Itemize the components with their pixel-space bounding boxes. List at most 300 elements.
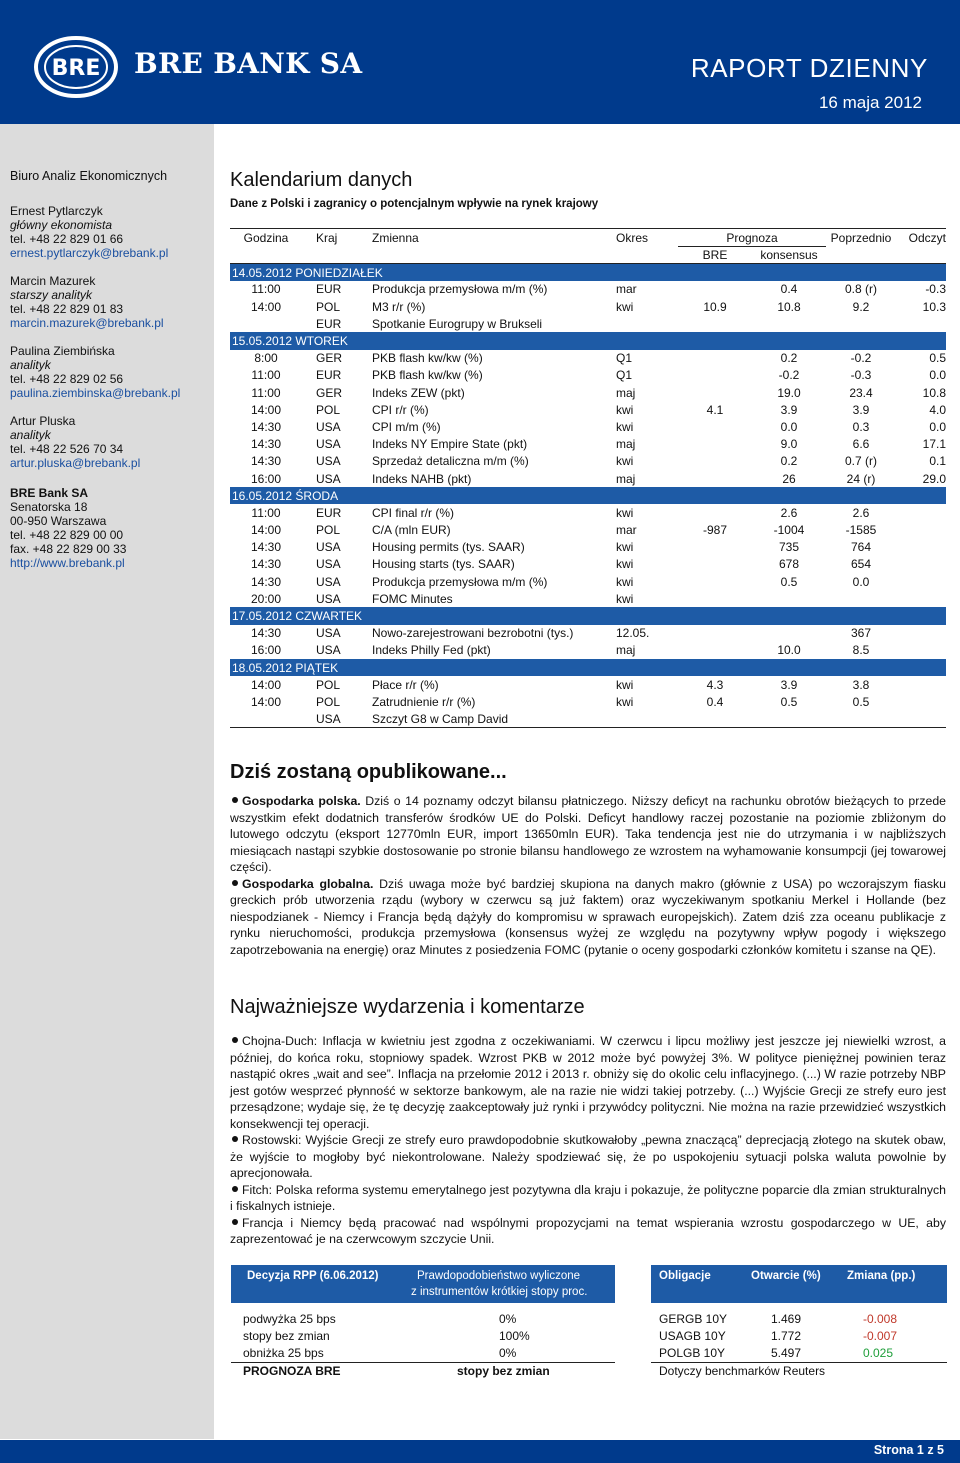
- cell-time: 14:30: [250, 557, 282, 572]
- cell-bre: -987: [702, 523, 728, 538]
- brand-name: BRE BANK SA: [134, 47, 363, 80]
- cell-bre: [678, 470, 752, 487]
- bonds-note: Dotyczy benchmarków Reuters: [659, 1364, 826, 1378]
- col-period: Okres: [616, 229, 678, 247]
- table-row: [230, 315, 946, 332]
- cell-country: USA: [316, 643, 341, 658]
- page-number: Strona 1 z 5: [873, 1443, 944, 1457]
- cell-consensus: 10.0: [777, 643, 801, 658]
- bond-row: [651, 1328, 947, 1345]
- rpp-prob-heading: Prawdopodobieństwo wyliczone: [417, 1270, 581, 1282]
- cell-time: 11:00: [251, 368, 281, 383]
- cell-actual: 10.3: [922, 299, 946, 314]
- table-row: [230, 573, 946, 590]
- report-date: 16 maja 2012: [818, 93, 922, 112]
- day-row: [230, 332, 946, 349]
- cell-bre: [678, 539, 752, 556]
- cell-time: [230, 711, 302, 728]
- day-label: 14.05.2012 PONIEDZIAŁEK: [230, 264, 946, 281]
- cell-actual: -0.3: [925, 282, 946, 297]
- analyst-email-link[interactable]: ernest.pytlarczyk@brebank.pl: [10, 246, 169, 260]
- bre-logo-icon: [34, 36, 118, 98]
- cell-variable: CPI final r/r (%): [372, 505, 455, 520]
- rpp-forecast-value: stopy bez zmian: [457, 1364, 550, 1378]
- cell-variable: C/A (mln EUR): [372, 523, 451, 538]
- cell-time: 11:00: [251, 505, 281, 520]
- cell-variable: Sprzedaż detaliczna m/m (%): [372, 454, 529, 469]
- analyst-email-link[interactable]: paulina.ziembinska@brebank.pl: [10, 386, 181, 400]
- cell-consensus: 735: [778, 540, 800, 555]
- cell-variable: CPI m/m (%): [372, 419, 441, 434]
- cell-consensus: -1004: [773, 523, 805, 538]
- list-item: [230, 1182, 946, 1215]
- cell-period: kwi: [616, 505, 634, 520]
- cell-actual: [896, 711, 946, 728]
- rpp-table: [231, 1265, 615, 1379]
- cell-country: POL: [316, 523, 341, 538]
- table-row: [230, 539, 946, 556]
- cell-previous: [826, 711, 896, 728]
- col-time: Godzina: [230, 229, 302, 247]
- table-row: [230, 504, 946, 521]
- cell-period: kwi: [616, 454, 634, 469]
- cell-actual: 17.1: [922, 437, 946, 452]
- cell-actual: 0.0: [929, 419, 946, 434]
- cell-time: 8:00: [254, 351, 278, 366]
- cell-time: 14:30: [250, 437, 282, 452]
- cell-previous: 0.3: [852, 419, 870, 434]
- today-item-text: Dziś uwaga może być bardziej skupiona na danych makro (głównie z USA) po wczorajszym fiasku greckich prób utworzenia rządu (wybory w czerwcu są już faktem) oraz wyczekiwanym spotkaniu Merkel i Hollande (bez niespodzianek - Niemcy i Francja będą dążyły do kompromisu w sprawach europejskich). Zatem dziś zza oceanu publikacje z rynku nieruchomości, produkcja przemysłowa (konsensus wyżej ze względu na pozytywny wpływ pogody i większego zapotrzebowania na energię) oraz Minutes z posiedzenia FOMC (pytanie o oceny gospodarki członków komitetu i szanse na QE).: [230, 876, 946, 957]
- cell-consensus: 3.9: [780, 677, 798, 692]
- cell-consensus: 0.2: [780, 351, 798, 366]
- col-forecast: Prognoza: [678, 229, 826, 247]
- cell-bre: [678, 590, 752, 607]
- cell-variable: Housing permits (tys. SAAR): [372, 540, 525, 555]
- cell-variable: Produkcja przemysłowa m/m (%): [372, 574, 548, 589]
- analyst-role: główny ekonomista: [10, 218, 113, 232]
- bonds-header: [651, 1265, 947, 1303]
- cell-variable: PKB flash kw/kw (%): [372, 351, 483, 366]
- analyst-tel: tel. +48 22 829 01 66: [10, 232, 124, 246]
- analyst-card: [10, 344, 214, 400]
- bank-address: [10, 486, 214, 570]
- cell-period: mar: [616, 282, 637, 297]
- day-row: [230, 264, 946, 281]
- cell-period: kwi: [616, 402, 634, 417]
- cell-period: maj: [616, 385, 636, 400]
- cell-actual: [896, 693, 946, 710]
- cell-period: maj: [616, 643, 636, 658]
- cell-actual: 0.1: [929, 454, 946, 469]
- cell-period: mar: [616, 523, 637, 538]
- cell-previous: [826, 315, 896, 332]
- day-row: [230, 607, 946, 624]
- cell-previous: 0.0: [852, 574, 870, 589]
- report-title: RAPORT DZIENNY: [690, 53, 928, 83]
- rpp-probability: 100%: [499, 1329, 530, 1343]
- cell-bre: [678, 556, 752, 573]
- cell-variable: Indeks ZEW (pkt): [372, 385, 465, 400]
- cell-previous: [826, 590, 896, 607]
- table-row: [230, 693, 946, 710]
- table-row: [230, 367, 946, 384]
- list-item: [230, 1033, 946, 1132]
- cell-actual: [896, 539, 946, 556]
- cell-time: 14:30: [250, 454, 282, 469]
- analyst-name: Artur Pluska: [10, 414, 76, 428]
- day-label: 17.05.2012 CZWARTEK: [230, 607, 946, 624]
- cell-bre: [678, 281, 752, 298]
- cell-period: 12.05.: [616, 626, 650, 641]
- cell-country: GER: [316, 351, 343, 366]
- cell-time: [230, 315, 302, 332]
- bullet-icon: [232, 1037, 238, 1043]
- cell-country: USA: [316, 540, 341, 555]
- analyst-card: [10, 414, 214, 470]
- cell-previous: 3.8: [852, 677, 870, 692]
- cell-time: 14:30: [250, 419, 282, 434]
- cell-country: USA: [316, 591, 341, 606]
- bond-change: -0.007: [863, 1329, 898, 1343]
- cell-bre: 4.1: [706, 402, 724, 417]
- cell-country: POL: [316, 402, 341, 417]
- cell-variable: M3 r/r (%): [372, 299, 426, 314]
- today-item-lead: Gospodarka polska.: [242, 794, 361, 809]
- cell-time: 20:00: [250, 591, 282, 606]
- rpp-scenario: podwyżka 25 bps: [243, 1312, 336, 1326]
- cell-bre: 10.9: [703, 299, 727, 314]
- rpp-prob-heading-2: z instrumentów krótkiej stopy proc.: [411, 1286, 588, 1298]
- cell-previous: 367: [850, 626, 872, 641]
- table-row: [230, 676, 946, 693]
- events-list: [230, 1033, 946, 1248]
- col-variable: Zmienna: [368, 229, 616, 247]
- cell-previous: -0.2: [850, 351, 872, 366]
- rpp-probability: 0%: [499, 1312, 517, 1326]
- cell-consensus: 678: [778, 557, 800, 572]
- cell-consensus: 0.0: [780, 419, 798, 434]
- cell-previous: 654: [850, 557, 872, 572]
- cell-bre: [678, 350, 752, 367]
- bottom-tables: [231, 1265, 947, 1385]
- calendar-title: Kalendarium danych: [230, 169, 413, 191]
- cell-period: kwi: [616, 419, 634, 434]
- cell-time: 14:00: [250, 694, 282, 709]
- cell-bre: [678, 367, 752, 384]
- cell-actual: 0.5: [929, 351, 946, 366]
- event-text: Chojna-Duch: Inflacja w kwietniu jest zgodna z oczekiwaniami. W czerwcu i lipcu możliwy jest jeszcze jej niewielki wzrost, a później, do końca roku, stopniowy spadek. Wzrost PKB w 2012 może być powyżej 3%. W polityce pieniężnej powinien teraz nastąpić okres „wait and see”. Inflacja na przełomie 2012 i 2013 r. obniży się do okolic celu inflacyjnego. (...) W razie potrzeby NBP jest gotów wesprzeć płynność w sektorze bankowym, ale na razie nie widzi takiej potrzeby. (...) Wyjście Grecji ze strefy euro jest przesądzone; wydaje się, że tę decyzję zaakceptowały już rynki i przywódcy polityczni. Nie można na razie przewidzieć wszystkich konsekwencji tej operacji.: [230, 1034, 946, 1131]
- cell-actual: [896, 642, 946, 659]
- cell-variable: Płace r/r (%): [372, 677, 439, 692]
- table-row: [230, 470, 946, 487]
- cell-time: 14:30: [250, 540, 282, 555]
- cell-period: kwi: [616, 299, 634, 314]
- analyst-tel: tel. +48 22 526 70 34: [10, 442, 124, 456]
- cell-bre: [678, 384, 752, 401]
- bonds-col-open: Otwarcie (%): [751, 1270, 821, 1282]
- cell-previous: 23.4: [849, 385, 873, 400]
- analyst-list: [10, 204, 214, 470]
- cell-actual: 4.0: [929, 402, 946, 417]
- cell-period: kwi: [616, 540, 634, 555]
- rpp-row: [231, 1328, 615, 1345]
- bullet-icon: [232, 880, 238, 886]
- today-item-text: Dziś o 14 poznamy odczyt bilansu płatniczego. Niższy deficyt na rachunku obrotów bieżących to przede wszystkim efekt dodatnich transferów środków UE do Polski. Deficyt handlowy raczej pozostanie na poziomie zbliżonym do lutowego odczytu (eksport 12770mln EUR, import 13650mln EUR). Taka tendencja jest nie do utrzymania i w najbliższych miesiącach nastąpi szybkie dostosowanie po stronie bilansu handlowego ze wzrostem na wyhamowanie konsumpcji (jej towarowej części).: [230, 794, 947, 875]
- calendar-body: [230, 264, 946, 728]
- today-item-lead: Gospodarka globalna.: [242, 876, 374, 891]
- cell-actual: [896, 522, 946, 539]
- cell-actual: [896, 625, 946, 642]
- bond-name: POLGB 10Y: [659, 1346, 726, 1360]
- cell-bre: [678, 418, 752, 435]
- analyst-role: analityk: [10, 428, 51, 442]
- cell-variable: Nowo-zarejestrowani bezrobotni (tys.): [372, 626, 574, 641]
- analyst-name: Ernest Pytlarczyk: [10, 204, 103, 218]
- cell-previous: 9.2: [852, 299, 870, 314]
- cell-time: 16:00: [250, 643, 282, 658]
- cell-variable: Indeks NY Empire State (pkt): [372, 437, 528, 452]
- cell-time: 14:30: [250, 626, 282, 641]
- cell-consensus: [752, 625, 826, 642]
- cell-bre: [678, 315, 752, 332]
- cell-previous: -1585: [845, 523, 877, 538]
- analyst-card: [10, 204, 214, 260]
- cell-bre: [678, 436, 752, 453]
- event-text: Fitch: Polska reforma systemu emerytalnego jest pozytywna dla kraju i pokazuje, że polityczne poparcie dla zmian strukturalnych i fiskalnych istnieje.: [230, 1182, 946, 1214]
- cell-period: kwi: [616, 574, 634, 589]
- cell-consensus: [752, 711, 826, 728]
- bond-open: 1.772: [771, 1329, 802, 1343]
- cell-country: USA: [316, 574, 341, 589]
- analyst-card: [10, 274, 214, 330]
- day-row: [230, 487, 946, 504]
- cell-variable: Spotkanie Eurogrupy w Brukseli: [372, 316, 543, 331]
- cell-country: POL: [316, 299, 341, 314]
- cell-bre: 0.4: [706, 694, 724, 709]
- bond-open: 5.497: [771, 1346, 802, 1360]
- svg-text:BRE: BRE: [51, 56, 101, 81]
- cell-actual: 0.0: [929, 368, 946, 383]
- analyst-role: analityk: [10, 358, 51, 372]
- cell-previous: 0.7 (r): [844, 454, 877, 469]
- bullet-icon: [232, 797, 238, 803]
- cell-variable: Zatrudnienie r/r (%): [372, 694, 476, 709]
- bond-name: USAGB 10Y: [659, 1329, 726, 1343]
- cell-country: USA: [316, 471, 341, 486]
- cell-actual: [896, 676, 946, 693]
- cell-bre: [678, 504, 752, 521]
- cell-period: Q1: [616, 351, 633, 366]
- table-row: [230, 453, 946, 470]
- table-row: [230, 642, 946, 659]
- analyst-email-link[interactable]: marcin.mazurek@brebank.pl: [10, 316, 164, 330]
- col-previous: Poprzednio: [826, 229, 896, 247]
- report-header: [0, 0, 960, 124]
- cell-consensus: 26: [782, 471, 796, 486]
- cell-period: kwi: [616, 694, 634, 709]
- cell-bre: [678, 453, 752, 470]
- bank-fax: fax. +48 22 829 00 33: [10, 542, 127, 556]
- col-bre: BRE: [678, 247, 752, 264]
- cell-country: EUR: [316, 505, 342, 520]
- cell-previous: 0.5: [852, 694, 870, 709]
- cell-time: 16:00: [250, 471, 282, 486]
- cell-period: maj: [616, 437, 636, 452]
- cell-bre: [678, 711, 752, 728]
- cell-consensus: 3.9: [780, 402, 798, 417]
- bonds-col-name: Obligacje: [659, 1270, 711, 1282]
- cell-time: 14:00: [250, 402, 282, 417]
- bullet-icon: [232, 1136, 238, 1142]
- cell-consensus: [752, 315, 826, 332]
- cell-country: USA: [302, 711, 368, 728]
- cell-consensus: 19.0: [777, 385, 801, 400]
- bank-city: 00-950 Warszawa: [10, 514, 107, 528]
- bond-row: [651, 1311, 947, 1328]
- department-name: Biuro Analiz Ekonomicznych: [10, 169, 168, 183]
- cell-bre: 4.3: [706, 677, 724, 692]
- cell-previous: 764: [850, 540, 872, 555]
- events-title: Najważniejsze wydarzenia i komentarze: [230, 996, 585, 1019]
- bank-website-link[interactable]: http://www.brebank.pl: [10, 556, 125, 570]
- cell-variable: Housing starts (tys. SAAR): [372, 557, 515, 572]
- cell-variable: Szczyt G8 w Camp David: [368, 711, 616, 728]
- cell-consensus: -0.2: [778, 368, 800, 383]
- cell-period: kwi: [616, 677, 634, 692]
- bullet-icon: [232, 1219, 238, 1225]
- cell-previous: 0.8 (r): [844, 282, 877, 297]
- analyst-email-link[interactable]: artur.pluska@brebank.pl: [10, 456, 141, 470]
- cell-country: POL: [316, 694, 341, 709]
- cell-country: USA: [316, 454, 341, 469]
- cell-period: kwi: [616, 557, 634, 572]
- bonds-col-change: Zmiana (pp.): [847, 1270, 916, 1282]
- rpp-forecast-row: [231, 1362, 615, 1379]
- cell-previous: 6.6: [852, 437, 870, 452]
- cell-actual: 29.0: [922, 471, 946, 486]
- rpp-probability: 0%: [499, 1346, 517, 1360]
- page-footer: [0, 1440, 960, 1463]
- calendar-subtitle: Dane z Polski i zagranicy o potencjalnym wpływie na rynek krajowy: [230, 198, 599, 210]
- cell-bre: [678, 573, 752, 590]
- rpp-scenario: stopy bez zmian: [243, 1329, 330, 1343]
- table-row: [230, 298, 946, 315]
- bond-change: -0.008: [863, 1312, 898, 1326]
- cell-consensus: 0.5: [780, 574, 798, 589]
- cell-time: 14:30: [250, 574, 282, 589]
- rpp-forecast-label: PROGNOZA BRE: [243, 1364, 341, 1378]
- bond-name: GERGB 10Y: [659, 1312, 728, 1326]
- bond-open: 1.469: [771, 1312, 802, 1326]
- day-label: 16.05.2012 ŚRODA: [230, 487, 946, 504]
- analyst-tel: tel. +48 22 829 01 83: [10, 302, 124, 316]
- bank-name: BRE Bank SA: [10, 486, 89, 500]
- table-row: [230, 711, 946, 728]
- bank-street: Senatorska 18: [10, 500, 88, 514]
- table-row: [230, 625, 946, 642]
- cell-actual: [896, 315, 946, 332]
- today-list: [230, 793, 946, 958]
- cell-consensus: 2.6: [780, 505, 798, 520]
- event-text: Francja i Niemcy będą pracować nad wspólnymi propozycjami na temat wspierania wzrostu gospodarczego w UE, aby zaprezentować je na czerwcowym szczycie Unii.: [230, 1215, 946, 1247]
- cell-consensus: 0.4: [780, 282, 798, 297]
- today-item: [230, 876, 946, 959]
- analyst-role: starszy analityk: [10, 288, 93, 302]
- cell-country: GER: [316, 385, 343, 400]
- table-row: [230, 436, 946, 453]
- cell-country: USA: [316, 557, 341, 572]
- cell-country: USA: [316, 437, 341, 452]
- day-label: 15.05.2012 WTOREK: [230, 332, 946, 349]
- cell-consensus: 9.0: [780, 437, 798, 452]
- bank-tel: tel. +48 22 829 00 00: [10, 528, 124, 542]
- cell-variable: FOMC Minutes: [372, 591, 453, 606]
- cell-previous: 8.5: [852, 643, 870, 658]
- cell-time: 14:00: [250, 523, 282, 538]
- cell-country: EUR: [316, 316, 342, 331]
- calendar-table: [230, 228, 946, 728]
- cell-actual: 10.8: [922, 385, 946, 400]
- bond-row: [651, 1345, 947, 1362]
- cell-consensus: 0.5: [780, 694, 798, 709]
- day-label: 18.05.2012 PIĄTEK: [230, 659, 946, 676]
- cell-variable: Produkcja przemysłowa m/m (%): [372, 282, 548, 297]
- col-country: Kraj: [302, 229, 368, 247]
- cell-country: USA: [316, 419, 341, 434]
- bond-change: 0.025: [863, 1346, 894, 1360]
- cell-bre: [678, 625, 752, 642]
- rpp-decision-heading: Decyzja RPP (6.06.2012): [247, 1270, 379, 1282]
- today-item: [230, 793, 946, 876]
- cell-consensus: 10.8: [777, 299, 801, 314]
- event-text: Rostowski: Wyjście Grecji ze strefy euro prawdopodobnie skutkowałoby „pewna znaczącą” deprecjacją złotego na skutek obaw, że wyjście to mogłoby być niekontrolowane. Należy spodziewać się, że po uspokojeniu sytuacji polska waluta powolnie by aprecjonowała.: [230, 1133, 946, 1181]
- cell-country: USA: [316, 626, 341, 641]
- cell-variable: Indeks NAHB (pkt): [372, 471, 472, 486]
- rpp-row: [231, 1311, 615, 1328]
- cell-period: Q1: [616, 368, 633, 383]
- cell-previous: 24 (r): [846, 471, 876, 486]
- cell-actual: [896, 556, 946, 573]
- main-content: [230, 124, 946, 1248]
- col-consensus: konsensus: [752, 247, 826, 264]
- table-row: [230, 350, 946, 367]
- rpp-rows: [231, 1311, 615, 1362]
- cell-previous: 3.9: [852, 402, 870, 417]
- table-row: [230, 384, 946, 401]
- analyst-name: Marcin Mazurek: [10, 274, 96, 288]
- cell-previous: 2.6: [852, 505, 870, 520]
- cell-previous: -0.3: [850, 368, 872, 383]
- list-item: [230, 1215, 946, 1248]
- cell-period: [616, 315, 678, 332]
- table-row: [230, 556, 946, 573]
- cell-period: maj: [616, 471, 636, 486]
- analyst-name: Paulina Ziembińska: [10, 344, 115, 358]
- cell-time: 11:00: [251, 282, 281, 297]
- rpp-scenario: obniżka 25 bps: [243, 1346, 324, 1360]
- day-row: [230, 659, 946, 676]
- cell-actual: [896, 573, 946, 590]
- cell-country: EUR: [316, 282, 342, 297]
- table-row: [230, 401, 946, 418]
- cell-variable: CPI r/r (%): [372, 402, 429, 417]
- cell-variable: Indeks Philly Fed (pkt): [372, 643, 491, 658]
- contact-sidebar: [0, 124, 214, 1439]
- cell-period: [616, 711, 678, 728]
- cell-actual: [896, 504, 946, 521]
- col-actual: Odczyt: [896, 229, 946, 247]
- cell-consensus: 0.2: [780, 454, 798, 469]
